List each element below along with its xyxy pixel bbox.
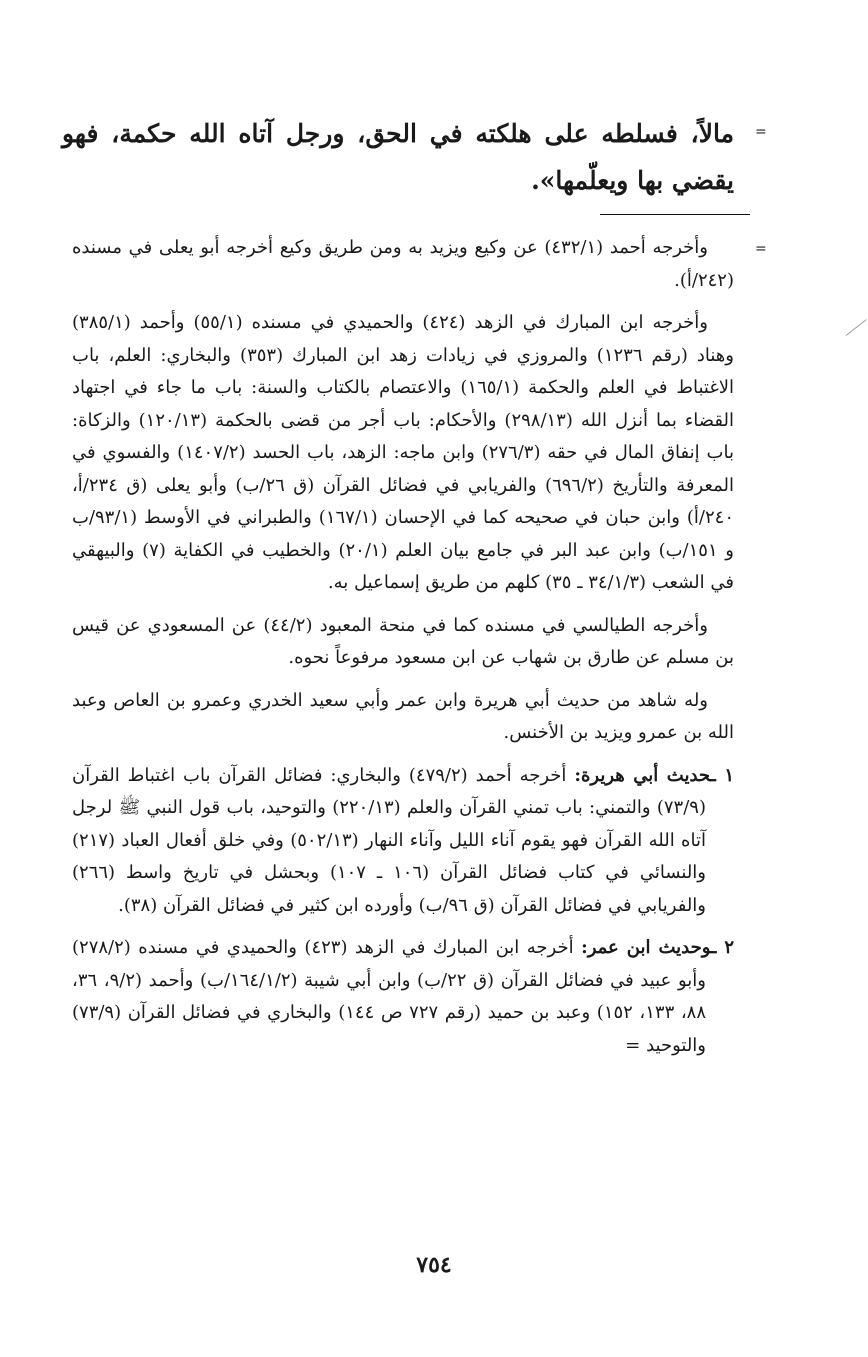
continuation-mark-main: = <box>755 124 767 140</box>
footnote-paragraph-1: وأخرجه أحمد (٤٣٢/١) عن وكيع ويزيد به ومن طريق وكيع أخرجه أبو يعلى في مسنده (٢٤٢/أ). <box>72 237 734 291</box>
footnote-item-1 <box>72 760 734 923</box>
item-2-text: أخرجه ابن المبارك في الزهد (٤٢٣) والحميدي في مسنده (٢٧٨/٢) وأبو عبيد في فضائل القرآن (ق ٢٢/ب) وابن أبي شيبة (١٦٤/١/٢/ب) وأحمد (٩/٢، ٣٦، ٨٨، ١٣٣، ١٥٢) وعبد بن حميد (رقم ٧٢٧ ص ١٤٤) والبخاري في فضائل القرآن (٧٣/٩) والتوحيد = <box>72 937 706 1056</box>
continuation-mark-footnotes: = <box>755 241 767 257</box>
footnote-paragraph-2: وأخرجه ابن المبارك في الزهد (٤٢٤) والحميدي في مسنده (٥٥/١) وأحمد (٣٨٥/١) وهناد (رقم ١٢٣٦) والمروزي في زيادات زهد ابن المبارك (٣٥٣) والبخاري: العلم، باب الاغتباط في العلم والحكمة (١٦٥/١) والاعتصام بالكتاب والسنة: باب ما جاء في اجتهاد القضاء بما أنزل الله (٢٩٨/١٣) والأحكام: باب أجر من قضى بالحكمة (١٢٠/١٣) والزكاة: باب إنفاق المال في حقه (٢٧٦/٣) وابن ماجه: الزهد، باب الحسد (١٤٠٧/٢) والفسوي في المعرفة والتأريخ (٦٩٦/٢) والفريابي في فضائل القرآن (ق ٢٦/ب) وأبو يعلى (ق ٢٣٤/أ، ٢٤٠/أ) وابن حبان في صحيحه كما في الإحسان (١٦٧/١) والطبراني في الأوسط (٩٣/١/ب و ١٥١/ب) وابن عبد البر في جامع بيان العلم (٢٠/١) والخطيب في الكفاية (٧) والبيهقي في الشعب (٣٤/١/٣ ـ ٣٥) كلهم من طريق إسماعيل به. <box>72 312 735 593</box>
footnotes <box>72 232 734 1072</box>
item-1-lead: حديث أبي هريرة: <box>574 764 711 786</box>
main-text: مالاً، فسلطه على هلكته في الحق، ورجل آتاه الله حكمة، فهو يقضي بها ويعلّمها». <box>62 119 734 195</box>
margin-scratch-mark <box>846 319 867 336</box>
item-2-lead: وحديث ابن عمر: <box>581 937 712 958</box>
page-number: ٧٥٤ <box>416 1252 452 1278</box>
item-1-text: أخرجه أحمد (٤٧٩/٢) والبخاري: فضائل القرآن باب اغتباط القرآن (٧٣/٩) والتمني: باب تمني القرآن والعلم (٢٢٠/١٣) والتوحيد، باب قول النبي ﷺ لرجل آتاه الله القرآن فهو يقوم آناء الليل وآناء النهار (٥٠٢/١٣) وفي خلق أفعال العباد (٢١٧) والنسائي في كتاب فضائل القرآن (١٠٦ ـ ١٠٧) وبحشل في تاريخ واسط (٢٦٦) والفريابي في فضائل القرآن (ق ٩٦/ب) وأورده ابن كثير في فضائل القرآن (٣٨). <box>72 764 706 916</box>
footnote-item-2 <box>72 932 734 1062</box>
footnote-paragraph-3: وأخرجه الطيالسي في مسنده كما في منحة المعبود (٤٤/٢) عن المسعودي عن قيس بن مسلم عن طارق بن شهاب عن ابن مسعود مرفوعاً نحوه. <box>72 614 734 668</box>
item-2-number: ٢ ـ <box>711 937 735 958</box>
footnote-paragraph-4: وله شاهد من حديث أبي هريرة وابن عمر وأبي سعيد الخدري وعمرو بن العاص وعبد الله بن عمرو ويزيد بن الأخنس. <box>72 689 734 743</box>
item-1-number: ١ ـ <box>710 764 734 786</box>
footnote-separator-rule <box>600 214 750 215</box>
